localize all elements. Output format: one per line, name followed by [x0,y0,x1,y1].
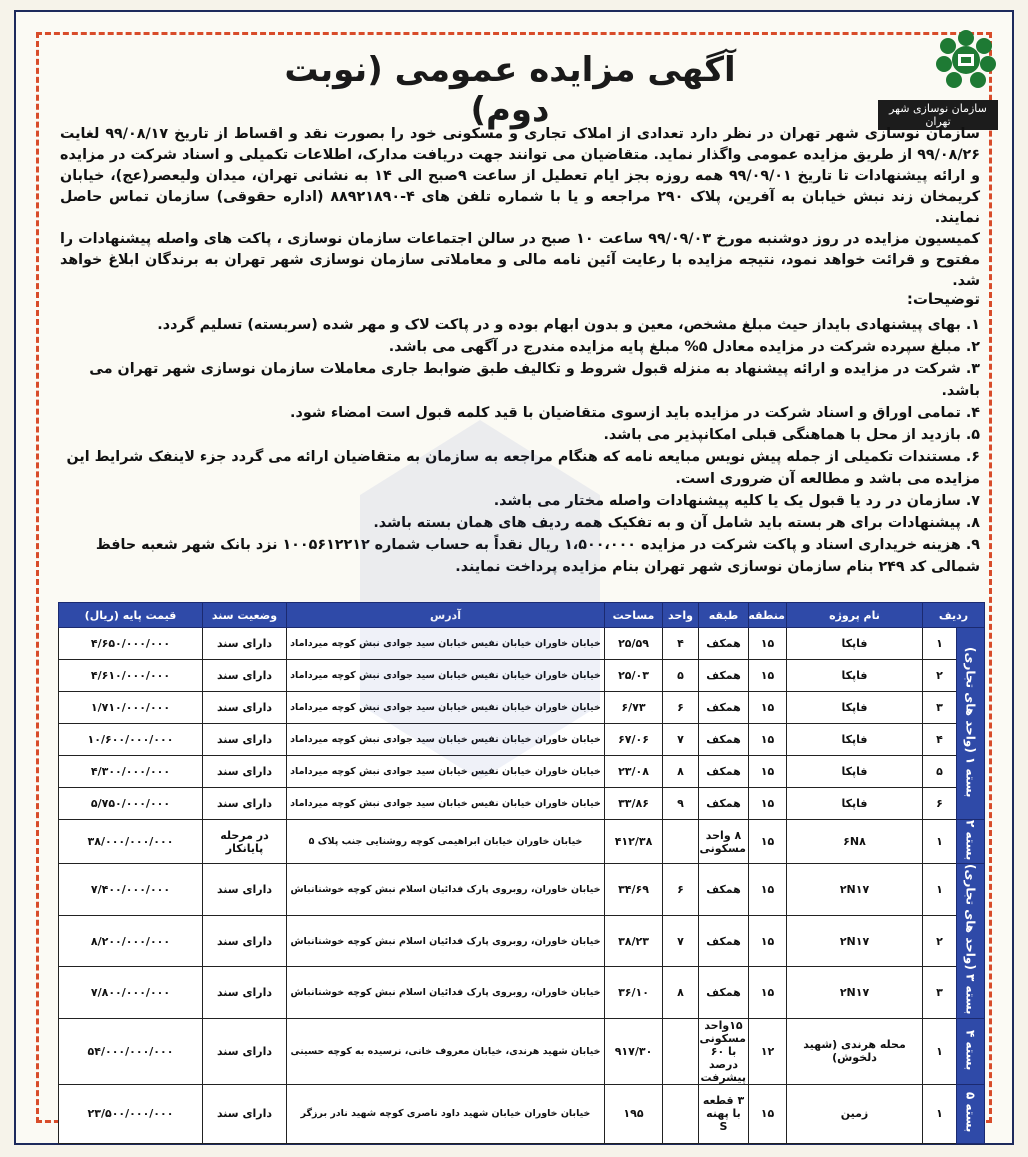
base-price: ۱۰/۶۰۰/۰۰۰/۰۰۰ [59,724,203,756]
district: ۱۵ [749,756,787,788]
col-header: قیمت پایه (ریال) [59,603,203,628]
tehran-municipality-logo-icon [934,28,998,92]
package-label [957,820,985,864]
row-number: ۳ [923,967,957,1018]
floor: همکف [699,915,749,966]
base-price: ۴/۳۰۰/۰۰۰/۰۰۰ [59,756,203,788]
row-number: ۳ [923,692,957,724]
district: ۱۵ [749,1084,787,1143]
floor: همکف [699,628,749,660]
deed-status: دارای سند [203,692,287,724]
address: خیابان خاوران، روبروی پارک فدائیان اسلام نبش کوچه خوشنانباش [287,864,605,915]
district: ۱۵ [749,967,787,1018]
package-label-text: بسته ۵ [963,1092,978,1133]
table-header-row [59,603,985,628]
note-item: ۶. مستندات تکمیلی از جمله پیش نویس مبایعه نامه که هنگام مراجعه به سازمان به متقاضیان ارائه می گردد جزء لاینفک شرایط این مزایده می باشد و مطالعه آن ضروری است. [66,449,980,487]
col-header: واحد [663,603,699,628]
address: خیابان خاوران، روبروی پارک فدائیان اسلام نبش کوچه خوشنانباش [287,915,605,966]
table-row [59,628,985,660]
package-label [957,864,985,1018]
auction-table [58,602,985,1144]
row-number: ۱ [923,1084,957,1143]
address: خیابان خاوران خیابان نفیس خیابان سید جوادی نبش کوچه میرداماد [287,660,605,692]
floor: همکف [699,864,749,915]
district: ۱۵ [749,724,787,756]
area: ۲۵/۵۹ [605,628,663,660]
deed-status: دارای سند [203,628,287,660]
note-item: ۲. مبلغ سپرده شرکت در مزایده معادل ۵% مبلغ پایه مزایده مندرج در آگهی می باشد. [388,339,980,355]
address: خیابان شهید هرندی، خیابان معروف خانی، نرسیده به کوچه حسینی [287,1018,605,1084]
note-item: ۷. سازمان در رد یا قبول یک یا کلیه پیشنهادات واصله مختار می باشد. [493,493,980,509]
area: ۲۵/۰۳ [605,660,663,692]
base-price: ۸/۲۰۰/۰۰۰/۰۰۰ [59,915,203,966]
package-label-text: بسته ۳ (واحد های تجاری) [963,864,978,1015]
project-name: محله هرندی (شهید دلخوش) [787,1018,923,1084]
address: خیابان خاوران خیابان ابراهیمی کوچه روشنایی جنب پلاک ۵ [287,820,605,864]
project-name: فاپکا [787,788,923,820]
table-row [59,864,985,915]
area: ۶/۷۳ [605,692,663,724]
area: ۲۳/۰۸ [605,756,663,788]
district: ۱۲ [749,1018,787,1084]
unit: ۶ [663,692,699,724]
col-header: طبقه [699,603,749,628]
area: ۳۶/۱۰ [605,967,663,1018]
district: ۱۵ [749,820,787,864]
address: خیابان خاوران خیابان نفیس خیابان سید جوادی نبش کوچه میرداماد [287,756,605,788]
deed-status: دارای سند [203,788,287,820]
floor: همکف [699,724,749,756]
intro-paragraph: کمیسیون مزایده در روز دوشنبه مورخ ۹۹/۰۹/۰۳ ساعت ۱۰ صبح در سالن اجتماعات سازمان نوسازی ، پاکت های واصله پیشنهادات را مفتوح و قرائت خواهد نمود، نتیجه مزایده با رعایت آئین نامه مالی و معاملاتی سازمان نوسازی شهر تهران به برندگان ابلاغ خواهد شد. [60,231,980,289]
row-number: ۵ [923,756,957,788]
area: ۱۹۵ [605,1084,663,1143]
note-item: ۹. هزینه خریداری اسناد و پاکت شرکت در مزایده ۱،۵۰۰،۰۰۰ ریال نقداً به حساب شماره ۱۰۰۵۶۱۲۲۱۲ نزد بانک شهر شعبه حافظ شمالی کد ۲۴۹ بنام سازمان نوسازی شهر تهران بنام مزایده پرداخت نمایند. [95,537,980,575]
project-name: ۶N۸ [787,820,923,864]
unit [663,1084,699,1143]
unit: ۶ [663,864,699,915]
table-row [59,915,985,966]
deed-status: دارای سند [203,660,287,692]
unit: ۸ [663,967,699,1018]
project-name: ۲N۱۷ [787,864,923,915]
intro-paragraph: سازمان نوسازی شهر تهران در نظر دارد تعدادی از املاک تجاری و مسکونی خود را بصورت نقد و اقساط از تاریخ ۹۹/۰۸/۱۷ لغایت ۹۹/۰۸/۲۶ از طریق مزایده عمومی واگذار نماید. متقاضیان می توانند جهت دریافت مدارک، اطلاعات تکمیلی و اسناد شرکت در مزایده و ارائه پیشنهادات تا تاریخ ۹۹/۰۹/۰۱ همه روزه بجز ایام تعطیل از ساعت ۹صبح الی ۱۴ به نشانی تهران، میدان ولیعصر(عج)، خیابان کریمخان زند نبش خیابان به آفرین، پلاک ۲۹۰ مراجعه و یا با شماره تلفن های ۴-۸۸۹۲۱۸۹۰ (اداره حقوقی) سازمان تماس حاصل نمایند. [60,126,981,226]
package-label-text: بسته ۱ (واحد های تجاری) [963,646,978,798]
floor: همکف [699,967,749,1018]
unit [663,1018,699,1084]
table-row [59,967,985,1018]
col-header: آدرس [287,603,605,628]
table-row [59,724,985,756]
district: ۱۵ [749,628,787,660]
address: خیابان خاوران خیابان نفیس خیابان سید جوادی نبش کوچه میرداماد [287,724,605,756]
package-label [957,628,985,820]
col-header: وضعیت سند [203,603,287,628]
row-number: ۱ [923,820,957,864]
area: ۹۱۷/۳۰ [605,1018,663,1084]
district: ۱۵ [749,788,787,820]
address: خیابان خاوران خیابان نفیس خیابان سید جوادی نبش کوچه میرداماد [287,628,605,660]
base-price: ۳۸/۰۰۰/۰۰۰/۰۰۰ [59,820,203,864]
row-number: ۲ [923,660,957,692]
floor: همکف [699,756,749,788]
table-row [59,1084,985,1143]
table-row [59,1018,985,1084]
base-price: ۴/۶۱۰/۰۰۰/۰۰۰ [59,660,203,692]
note-item: ۱. بهای پیشنهادی بایداز حیث مبلغ مشخص، معین و بدون ابهام بوده و در پاکت لاک و مهر شده (سربسته) تسلیم گردد. [157,317,980,333]
package-label [957,1018,985,1084]
project-name: فاپکا [787,692,923,724]
notes-heading: توضیحات: [906,290,980,308]
unit: ۴ [663,628,699,660]
base-price: ۲۳/۵۰۰/۰۰۰/۰۰۰ [59,1084,203,1143]
base-price: ۷/۸۰۰/۰۰۰/۰۰۰ [59,967,203,1018]
deed-status: دارای سند [203,967,287,1018]
floor: همکف [699,660,749,692]
base-price: ۷/۴۰۰/۰۰۰/۰۰۰ [59,864,203,915]
notes-list [60,314,980,578]
row-number: ۶ [923,788,957,820]
address: خیابان خاوران خیابان شهید داود ناصری کوچه شهید نادر برزگر [287,1084,605,1143]
base-price: ۵/۷۵۰/۰۰۰/۰۰۰ [59,788,203,820]
unit [663,820,699,864]
unit: ۸ [663,756,699,788]
package-label-text: بسته ۴ [963,1029,978,1071]
row-number: ۲ [923,915,957,966]
project-name: فاپکا [787,628,923,660]
col-header: منطقه [749,603,787,628]
address: خیابان خاوران، روبروی پارک فدائیان اسلام نبش کوچه خوشنانباش [287,967,605,1018]
base-price: ۵۴/۰۰۰/۰۰۰/۰۰۰ [59,1018,203,1084]
area: ۳۴/۶۹ [605,864,663,915]
unit: ۵ [663,660,699,692]
package-label-text: بسته ۲ [963,820,978,861]
project-name: فاپکا [787,756,923,788]
row-number: ۴ [923,724,957,756]
table-row [59,756,985,788]
note-item: ۴. تمامی اوراق و اسناد شرکت در مزایده باید ازسوی متقاضیان با قید کلمه قبول است امضاء شود. [290,405,980,421]
package-label [957,1084,985,1143]
table-row [59,820,985,864]
address: خیابان خاوران خیابان نفیس خیابان سید جوادی نبش کوچه میرداماد [287,692,605,724]
note-item: ۸. پیشنهادات برای هر بسته باید شامل آن و به تفکیک همه ردیف های همان بسته باشد. [373,515,980,531]
row-number: ۱ [923,1018,957,1084]
deed-status: دارای سند [203,864,287,915]
org-logo [878,28,998,128]
table-row [59,660,985,692]
table-row [59,788,985,820]
floor: همکف [699,788,749,820]
col-header: ردیف [923,603,985,628]
project-name: فاپکا [787,660,923,692]
district: ۱۵ [749,864,787,915]
deed-status: در مرحله پایانکار [203,820,287,864]
project-name: فاپکا [787,724,923,756]
district: ۱۵ [749,660,787,692]
unit: ۷ [663,724,699,756]
row-number: ۱ [923,628,957,660]
base-price: ۱/۷۱۰/۰۰۰/۰۰۰ [59,692,203,724]
district: ۱۵ [749,692,787,724]
col-header: نام پروژه [787,603,923,628]
table-row [59,692,985,724]
org-label: سازمان نوسازی شهر تهران [878,100,998,130]
deed-status: دارای سند [203,756,287,788]
area: ۶۷/۰۶ [605,724,663,756]
floor: همکف [699,692,749,724]
floor: ۸ واحد مسکونی [699,820,749,864]
address: خیابان خاوران خیابان نفیس خیابان سید جوادی نبش کوچه میرداماد [287,788,605,820]
intro-text [60,124,980,292]
area: ۴۱۲/۳۸ [605,820,663,864]
base-price: ۴/۶۵۰/۰۰۰/۰۰۰ [59,628,203,660]
project-name: ۲N۱۷ [787,915,923,966]
floor: ۳ قطعه با پهنه S [699,1084,749,1143]
area: ۳۸/۲۳ [605,915,663,966]
area: ۳۳/۸۶ [605,788,663,820]
note-item: ۵. بازدید از محل با هماهنگی قبلی امکانپذیر می باشد. [603,427,980,443]
unit: ۷ [663,915,699,966]
deed-status: دارای سند [203,1084,287,1143]
project-name: زمین [787,1084,923,1143]
project-name: ۲N۱۷ [787,967,923,1018]
page-title: آگهی مزایده عمومی (نوبت دوم) [284,50,736,130]
deed-status: دارای سند [203,724,287,756]
row-number: ۱ [923,864,957,915]
note-item: ۳. شرکت در مزایده و ارائه پیشنهاد به منزله قبول شروط و تکالیف طبق ضوابط جاری معاملات سازمان نوسازی شهر تهران می باشد. [89,361,980,399]
floor: ۱۵واحد مسکونی با ۶۰ درصد پیشرفت [699,1018,749,1084]
unit: ۹ [663,788,699,820]
district: ۱۵ [749,915,787,966]
deed-status: دارای سند [203,915,287,966]
col-header: مساحت [605,603,663,628]
deed-status: دارای سند [203,1018,287,1084]
